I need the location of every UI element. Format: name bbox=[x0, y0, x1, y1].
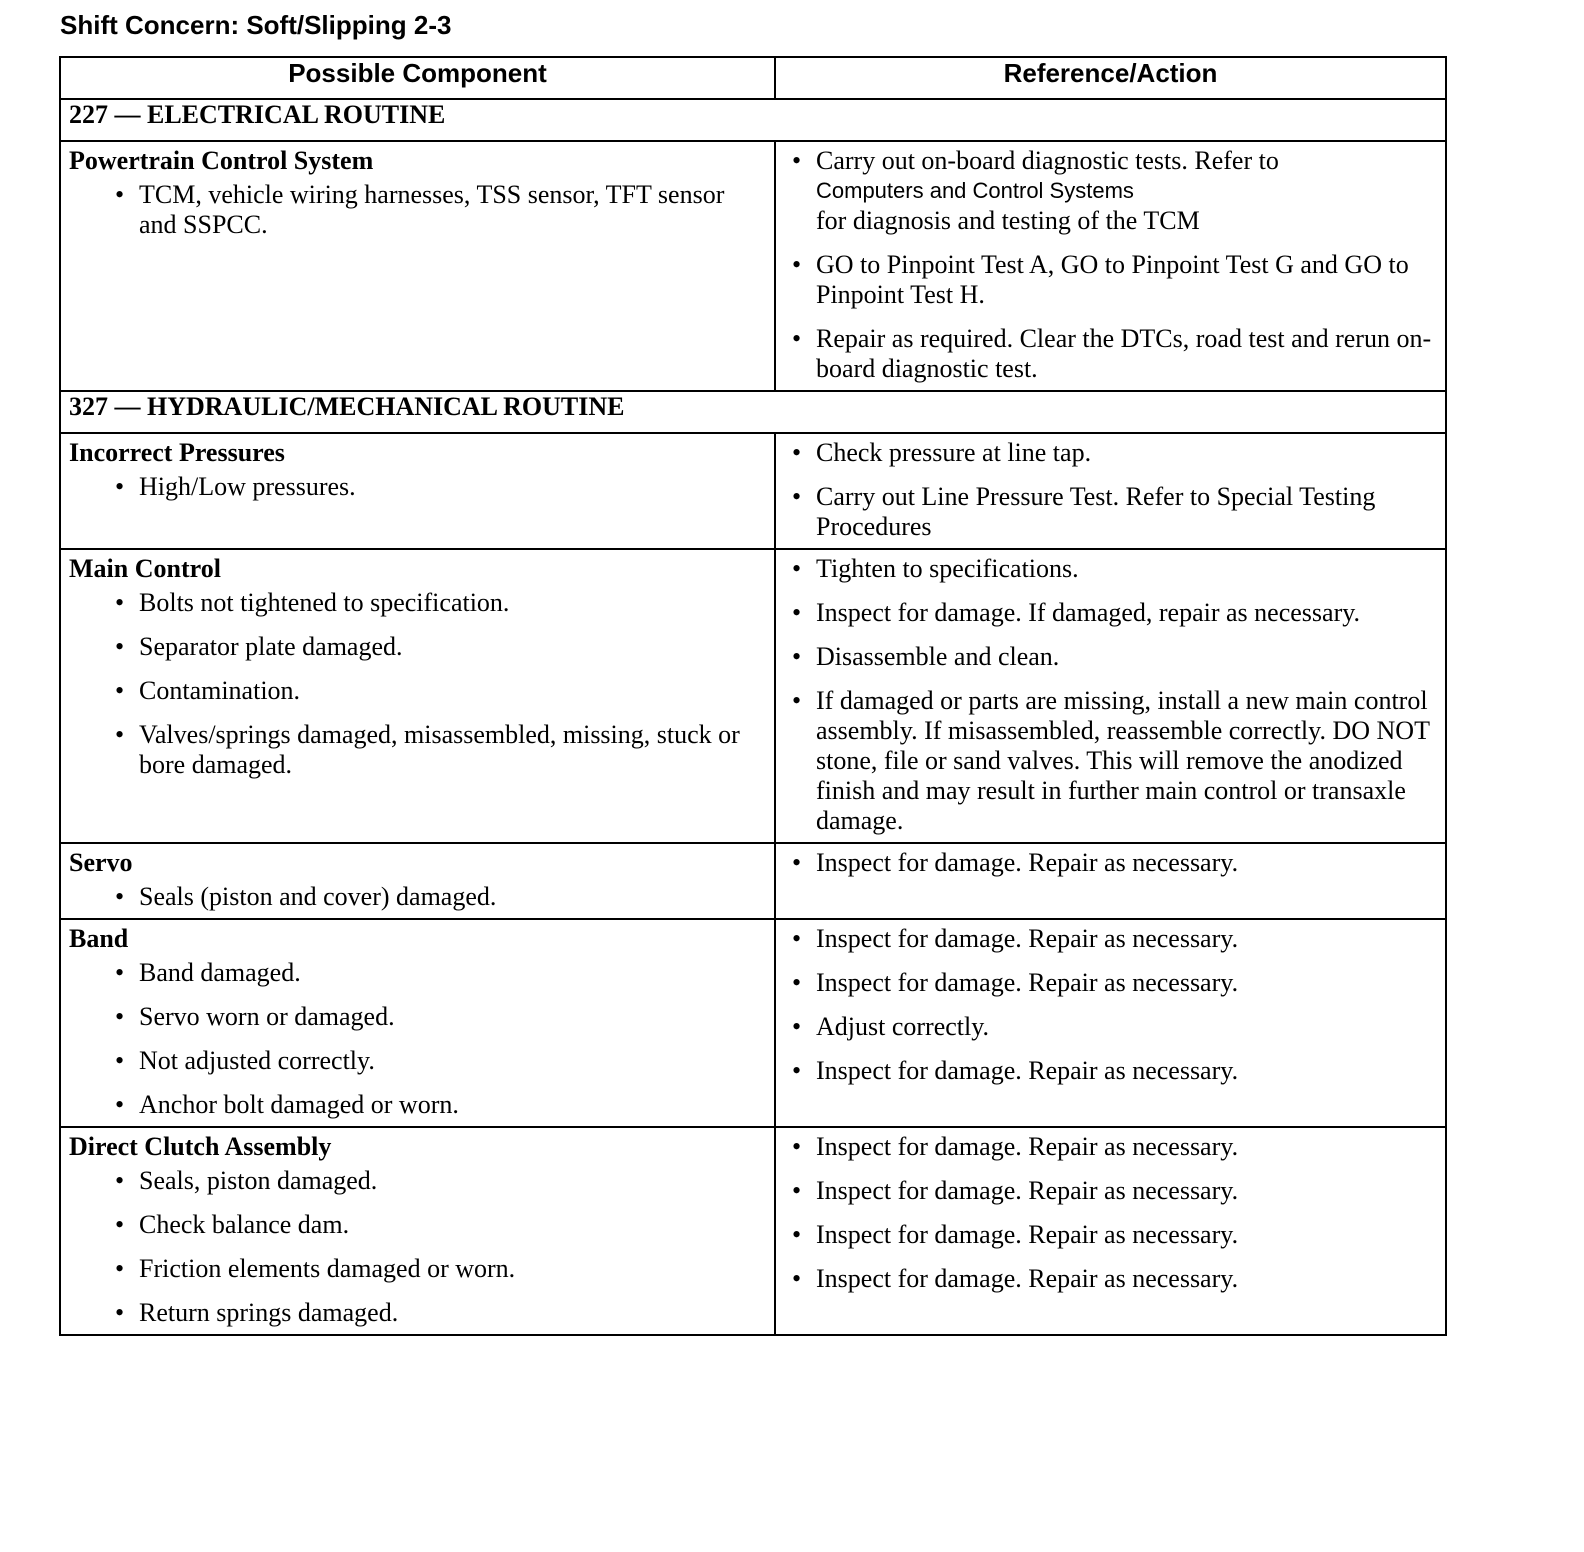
action-item: • Inspect for damage. Repair as necessary. bbox=[784, 1220, 1437, 1250]
section-row bbox=[60, 99, 1446, 141]
action-cell bbox=[775, 843, 1446, 919]
action-item: • Adjust correctly. bbox=[784, 1012, 1437, 1042]
action-item bbox=[784, 146, 1437, 236]
component-heading: Band bbox=[69, 924, 129, 953]
action-item: • Repair as required. Clear the DTCs, road test and rerun on-board diagnostic test. bbox=[784, 324, 1437, 384]
component-heading: Powertrain Control System bbox=[69, 146, 374, 175]
action-cell bbox=[775, 433, 1446, 549]
group-row bbox=[60, 433, 1446, 549]
action-text: for diagnosis and testing of the TCM bbox=[816, 206, 1200, 235]
component-item: • Check balance dam. bbox=[69, 1210, 766, 1240]
action-item: • Disassemble and clean. bbox=[784, 642, 1437, 672]
action-item: • Inspect for damage. Repair as necessary. bbox=[784, 968, 1437, 998]
action-cell bbox=[775, 919, 1446, 1127]
section-label: 227 — ELECTRICAL ROUTINE bbox=[60, 99, 1446, 141]
component-item: • Not adjusted correctly. bbox=[69, 1046, 766, 1076]
component-cell bbox=[60, 1127, 775, 1335]
group-row bbox=[60, 141, 1446, 391]
header-reference-action: Reference/Action bbox=[775, 57, 1446, 99]
component-item: • Contamination. bbox=[69, 676, 766, 706]
action-cell bbox=[775, 1127, 1446, 1335]
component-heading: Servo bbox=[69, 848, 133, 877]
component-heading: Main Control bbox=[69, 554, 221, 583]
action-item: • Carry out Line Pressure Test. Refer to Special Testing Procedures bbox=[784, 482, 1437, 542]
component-cell bbox=[60, 919, 775, 1127]
component-item: • Friction elements damaged or worn. bbox=[69, 1254, 766, 1284]
component-item: • Return springs damaged. bbox=[69, 1298, 766, 1328]
component-item: • TCM, vehicle wiring harnesses, TSS sensor, TFT sensor and SSPCC. bbox=[69, 180, 766, 240]
component-cell bbox=[60, 549, 775, 843]
component-heading: Direct Clutch Assembly bbox=[69, 1132, 332, 1161]
action-item: • Inspect for damage. Repair as necessary. bbox=[784, 1264, 1437, 1294]
component-item: • High/Low pressures. bbox=[69, 472, 766, 502]
component-item: • Anchor bolt damaged or worn. bbox=[69, 1090, 766, 1120]
action-item: • Inspect for damage. Repair as necessary. bbox=[784, 1176, 1437, 1206]
action-item: • Inspect for damage. If damaged, repair as necessary. bbox=[784, 598, 1437, 628]
reference-link: Computers and Control Systems bbox=[816, 178, 1134, 203]
component-item: • Seals (piston and cover) damaged. bbox=[69, 882, 766, 912]
page-title: Shift Concern: Soft/Slipping 2-3 bbox=[60, 10, 452, 40]
component-item: • Bolts not tightened to specification. bbox=[69, 588, 766, 618]
action-cell bbox=[775, 141, 1446, 391]
action-item: • Inspect for damage. Repair as necessary. bbox=[784, 848, 1437, 878]
action-item: • Check pressure at line tap. bbox=[784, 438, 1437, 468]
action-item: • Inspect for damage. Repair as necessary. bbox=[784, 1132, 1437, 1162]
group-row bbox=[60, 1127, 1446, 1335]
component-item: • Band damaged. bbox=[69, 958, 766, 988]
component-item: • Separator plate damaged. bbox=[69, 632, 766, 662]
component-cell bbox=[60, 141, 775, 391]
action-item: • Inspect for damage. Repair as necessary. bbox=[784, 1056, 1437, 1086]
action-cell bbox=[775, 549, 1446, 843]
action-item: • GO to Pinpoint Test A, GO to Pinpoint Test G and GO to Pinpoint Test H. bbox=[784, 250, 1437, 310]
action-text: Carry out on-board diagnostic tests. Refer to bbox=[816, 146, 1279, 175]
group-row bbox=[60, 843, 1446, 919]
diagnosis-table bbox=[59, 56, 1447, 1336]
action-item: • Inspect for damage. Repair as necessary. bbox=[784, 924, 1437, 954]
section-row bbox=[60, 391, 1446, 433]
action-item: • If damaged or parts are missing, install a new main control assembly. If misassembled, reassemble correctly. DO NOT stone, file or sand valves. This will remove the anodized finish and may result in further main control or transaxle damage. bbox=[784, 686, 1437, 836]
header-possible-component: Possible Component bbox=[60, 57, 775, 99]
action-item: • Tighten to specifications. bbox=[784, 554, 1437, 584]
group-row bbox=[60, 919, 1446, 1127]
section-label: 327 — HYDRAULIC/MECHANICAL ROUTINE bbox=[60, 391, 1446, 433]
component-item: • Valves/springs damaged, misassembled, missing, stuck or bore damaged. bbox=[69, 720, 766, 780]
component-cell bbox=[60, 843, 775, 919]
component-heading: Incorrect Pressures bbox=[69, 438, 285, 467]
group-row bbox=[60, 549, 1446, 843]
component-cell bbox=[60, 433, 775, 549]
component-item: • Seals, piston damaged. bbox=[69, 1166, 766, 1196]
component-item: • Servo worn or damaged. bbox=[69, 1002, 766, 1032]
